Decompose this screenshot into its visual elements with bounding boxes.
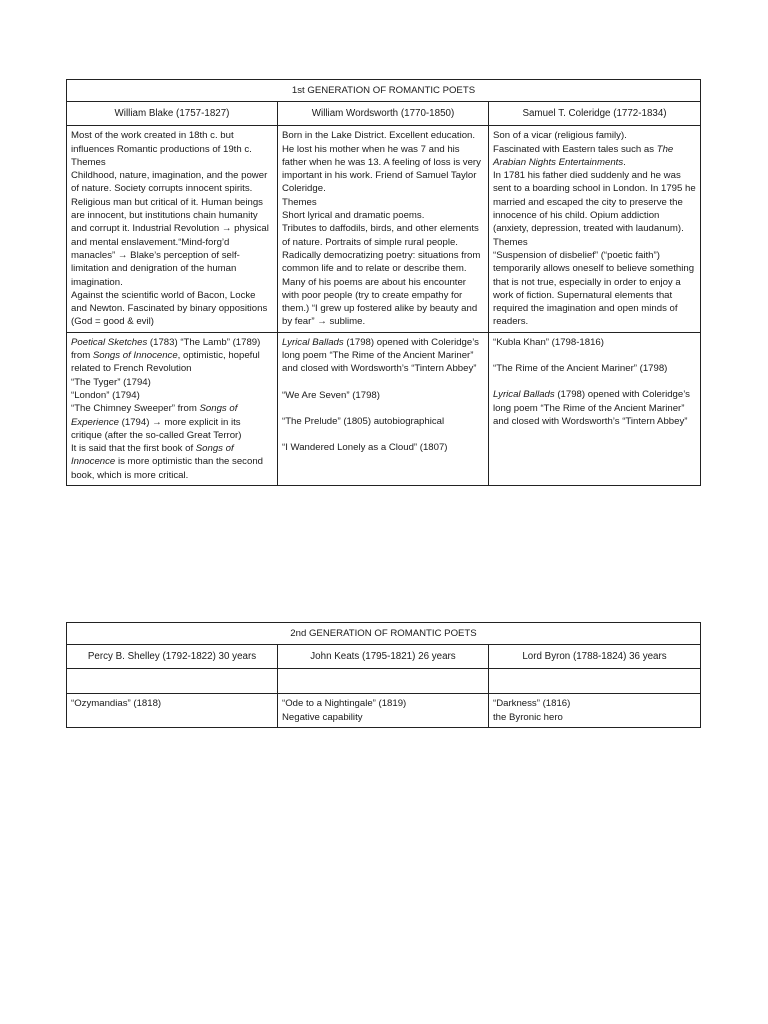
book-title: Poetical Sketches: [71, 336, 148, 348]
empty-cell: [489, 669, 701, 694]
blake-bio-cell: [67, 126, 278, 332]
poet-header-wordsworth: William Wordsworth (1770-1850): [278, 102, 489, 126]
bio-paragraph: Tributes to daffodils, birds, and other elements of nature. Portraits of simple rural people. Radically democratizing poetry: situations from common life and to relate or describe them. Many of his poems are about his encounter with poor people (try to create empathy for them.) “I grew up fostered alike by beauty and by fear” → sublime.: [282, 223, 481, 328]
bio-paragraph: Born in the Lake District. Excellent education. He lost his mother when he was 7 and his father when he was 13. A feeling of loss is very important in his work. Friend of Samuel Taylor Coleridge.: [282, 130, 481, 195]
wordsworth-works-cell: [278, 332, 489, 485]
works-line: “The Rime of the Ancient Mariner” (1798): [493, 363, 668, 375]
coleridge-bio-cell: [489, 126, 701, 332]
works-line: “The Prelude” (1805) autobiographical: [282, 415, 445, 427]
works-line: “Kubla Khan” (1798-1816): [493, 336, 604, 348]
works-line: “Ode to a Nightingale” (1819): [282, 698, 407, 710]
works-line: “Ozymandias” (1818): [71, 698, 162, 710]
poet-header-keats: John Keats (1795-1821) 26 years: [278, 645, 489, 669]
bio-paragraph: Against the scientific world of Bacon, Locke and Newton. Fascinated by binary oppositions (God = good & evil): [71, 289, 268, 328]
bio-paragraph: Fascinated with Eastern tales such as The Arabian Nights Entertainments.: [493, 143, 674, 168]
poet-header-coleridge: Samuel T. Coleridge (1772-1834): [489, 102, 701, 126]
works-line: the Byronic hero: [493, 711, 563, 723]
wordsworth-bio-cell: [278, 126, 489, 332]
works-line: It is said that the first book of Songs of Innocence is more optimistic than the second book, which is more critical.: [71, 443, 263, 481]
bio-paragraph: Childhood, nature, imagination, and the power of nature. Society corrupts innocent spirits. Religious man but critical of it. Human beings are innocent, but institutions chain humanity and corrupt it. Industrial Revolution → physical and mental enslavement.“Mind-forg’d manacles” → Blake’s perception of self-limitation and denigration of the human imagination.: [71, 170, 269, 288]
first-generation-table: [66, 79, 701, 486]
book-title: Songs of Experience: [71, 403, 238, 428]
works-line: “Darkness” (1816): [493, 698, 571, 710]
works-line: “The Tyger” (1794): [71, 376, 151, 388]
bio-paragraph: Son of a vicar (religious family).: [493, 130, 627, 142]
works-line: Lyrical Ballads (1798) opened with Coleridge’s long poem “The Rime of the Ancient Mariner” and closed with Wordsworth’s “Tintern Abbey”: [282, 336, 479, 375]
blake-works-cell: [67, 332, 278, 485]
bio-paragraph: “Suspension of disbelief” (“poetic faith”) temporarily allows oneself to believe something that is not true, especially in order to enjoy a work of fiction. Supernatural elements that required the imagination and open minds of readers.: [493, 249, 695, 328]
poet-header-shelley: Percy B. Shelley (1792-1822) 30 years: [67, 645, 278, 669]
book-title: Lyrical Ballads: [493, 389, 555, 401]
book-title: Lyrical Ballads: [282, 336, 344, 348]
bio-paragraph: Short lyrical and dramatic poems.: [282, 210, 425, 222]
themes-label: Themes: [493, 236, 528, 248]
works-line: Poetical Sketches (1783) “The Lamb” (1789) from Songs of Innocence, optimistic, hopeful related to French Revolution: [71, 336, 261, 375]
poet-header-blake: William Blake (1757-1827): [67, 102, 278, 126]
empty-cell: [278, 669, 489, 694]
shelley-works-cell: [67, 694, 278, 728]
works-line: “We Are Seven” (1798): [282, 389, 380, 401]
second-generation-table: [66, 622, 701, 728]
works-line: Negative capability: [282, 711, 363, 723]
works-line: “I Wandered Lonely as a Cloud” (1807): [282, 442, 448, 454]
book-title: Songs of Innocence: [71, 443, 234, 468]
works-line: “The Chimney Sweeper” from Songs of Experience (1794) → more explicit in its critique (after the so-called Great Terror): [71, 403, 242, 441]
table-title: 1st GENERATION OF ROMANTIC POETS: [67, 80, 701, 102]
byron-works-cell: [489, 694, 701, 728]
empty-cell: [67, 669, 278, 694]
keats-works-cell: [278, 694, 489, 728]
bio-paragraph: Most of the work created in 18th c. but influences Romantic productions of 19th c.: [71, 130, 252, 155]
coleridge-works-cell: [489, 332, 701, 485]
works-line: “London” (1794): [71, 389, 140, 401]
table-title: 2nd GENERATION OF ROMANTIC POETS: [67, 623, 701, 645]
poet-header-byron: Lord Byron (1788-1824) 36 years: [489, 645, 701, 669]
book-title: Songs of Innocence: [92, 350, 178, 362]
book-title: The Arabian Nights Entertainments: [493, 143, 674, 168]
works-line: Lyrical Ballads (1798) opened with Coleridge’s long poem “The Rime of the Ancient Mariner” and closed with Wordsworth’s “Tintern Abbey”: [493, 389, 690, 427]
bio-paragraph: In 1781 his father died suddenly and he was sent to a boarding school in London. In 1795 he married and escaped the city to preserve the innocence of his child. Opium addiction (anxiety, depression, treated with laudanum).: [493, 170, 696, 235]
themes-label: Themes: [282, 196, 317, 208]
themes-label: Themes: [71, 156, 106, 168]
